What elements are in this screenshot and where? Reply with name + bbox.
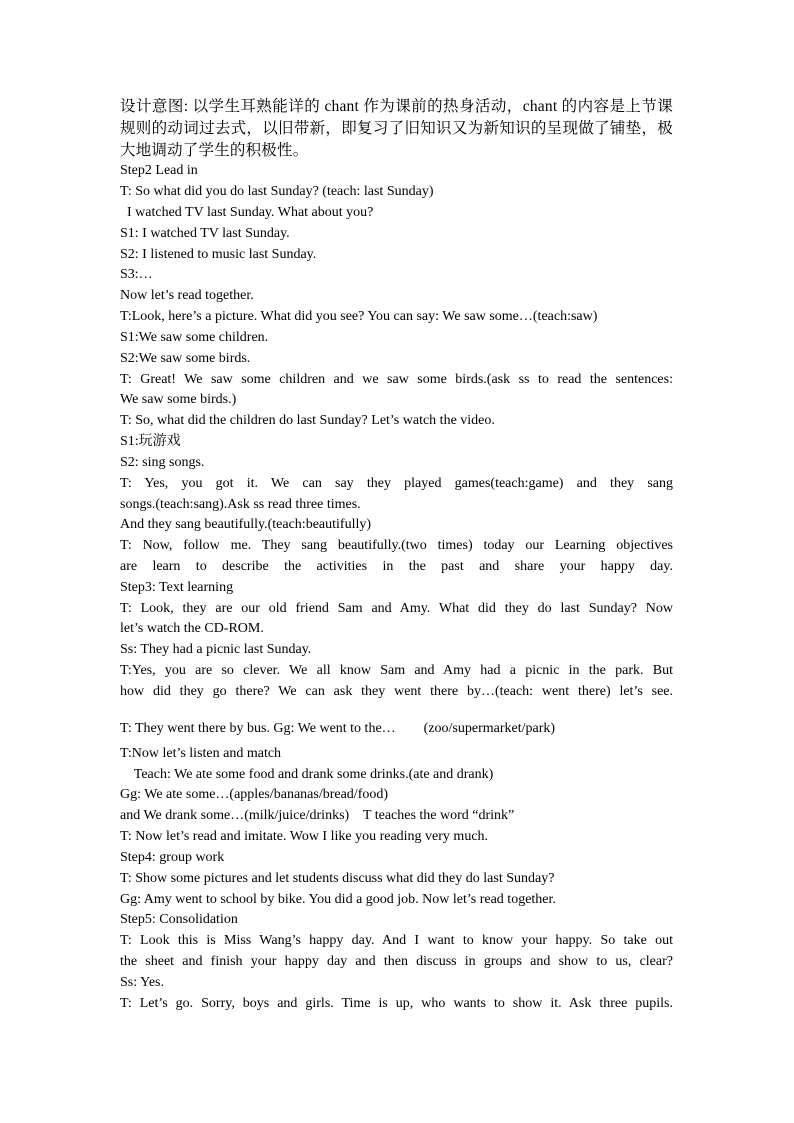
text-line: S3:…: [120, 267, 153, 282]
text-line: S2: I listened to music last Sunday.: [120, 247, 317, 262]
step2-heading: Step2 Lead in: [120, 163, 198, 178]
text-line: T: Let’s go. Sorry, boys and girls. Time is up, who wants to show it. Ask three pupils.: [120, 996, 673, 1011]
text-line: S1:玩游戏: [120, 434, 181, 449]
intro-line-1: 设计意图: 以学生耳熟能详的 chant 作为课前的热身活动，chant 的内容是上节课: [120, 98, 673, 115]
text-line: I watched TV last Sunday. What about you?: [120, 205, 374, 220]
text-line: T: Look this is Miss Wang’s happy day. And I want to know your happy. So take out: [120, 933, 673, 948]
text-line: songs.(teach:sang).Ask ss read three times.: [120, 497, 361, 512]
step3-heading: Step3: Text learning: [120, 580, 234, 595]
text-line: and We drank some…(milk/juice/drinks) T teaches the word “drink”: [120, 808, 515, 823]
intro-line-2: 规则的动词过去式，以旧带新，即复习了旧知识又为新知识的呈现做了铺垫，极: [120, 120, 673, 137]
text-line: T: Show some pictures and let students discuss what did they do last Sunday?: [120, 871, 555, 886]
step5-heading: Step5: Consolidation: [120, 912, 238, 927]
text-line: S2:We saw some birds.: [120, 351, 251, 366]
text-line: We saw some birds.): [120, 392, 237, 407]
text-line: T: So what did you do last Sunday? (teach: last Sunday): [120, 184, 434, 199]
text-line: Teach: We ate some food and drank some drinks.(ate and drank): [120, 767, 494, 782]
text-line: S1: I watched TV last Sunday.: [120, 226, 290, 241]
text-line: how did they go there? We can ask they went there by…(teach: went there) let’s see.: [120, 684, 673, 699]
text-line: S2: sing songs.: [120, 455, 205, 470]
intro-line-3: 大地调动了学生的积极性。: [120, 142, 309, 159]
text-line: T:Look, here’s a picture. What did you see? You can say: We saw some…(teach:saw): [120, 309, 598, 324]
step4-heading: Step4: group work: [120, 850, 225, 865]
text-line: T: Now, follow me. They sang beautifully.(two times) today our Learning objectives: [120, 538, 673, 553]
text-line: T: Yes, you got it. We can say they played games(teach:game) and they sang: [120, 476, 673, 491]
text-line: Ss: They had a picnic last Sunday.: [120, 642, 312, 657]
text-line: Gg: We ate some…(apples/bananas/bread/food): [120, 787, 389, 802]
text-line: And they sang beautifully.(teach:beautifully): [120, 517, 372, 532]
text-line: T: Great! We saw some children and we saw some birds.(ask ss to read the sentences:: [120, 372, 673, 387]
text-line: T:Yes, you are so clever. We all know Sam and Amy had a picnic in the park. But: [120, 663, 673, 678]
text-line: are learn to describe the activities in the past and share your happy day.: [120, 559, 673, 574]
text-line: the sheet and finish your happy day and then discuss in groups and show to us, clear?: [120, 954, 673, 969]
text-line: Gg: Amy went to school by bike. You did a good job. Now let’s read together.: [120, 892, 556, 907]
text-line: T: Now let’s read and imitate. Wow I like you reading very much.: [120, 829, 489, 844]
text-line: T: Look, they are our old friend Sam and Amy. What did they do last Sunday? Now: [120, 601, 673, 616]
text-line: Ss: Yes.: [120, 975, 164, 990]
text-line: T:Now let’s listen and match: [120, 746, 282, 761]
text-line: let’s watch the CD-ROM.: [120, 621, 264, 636]
text-line: T: So, what did the children do last Sunday? Let’s watch the video.: [120, 413, 495, 428]
text-line: T: They went there by bus. Gg: We went to the… (zoo/supermarket/park): [120, 721, 556, 736]
text-line: Now let’s read together.: [120, 288, 254, 303]
text-line: S1:We saw some children.: [120, 330, 269, 345]
